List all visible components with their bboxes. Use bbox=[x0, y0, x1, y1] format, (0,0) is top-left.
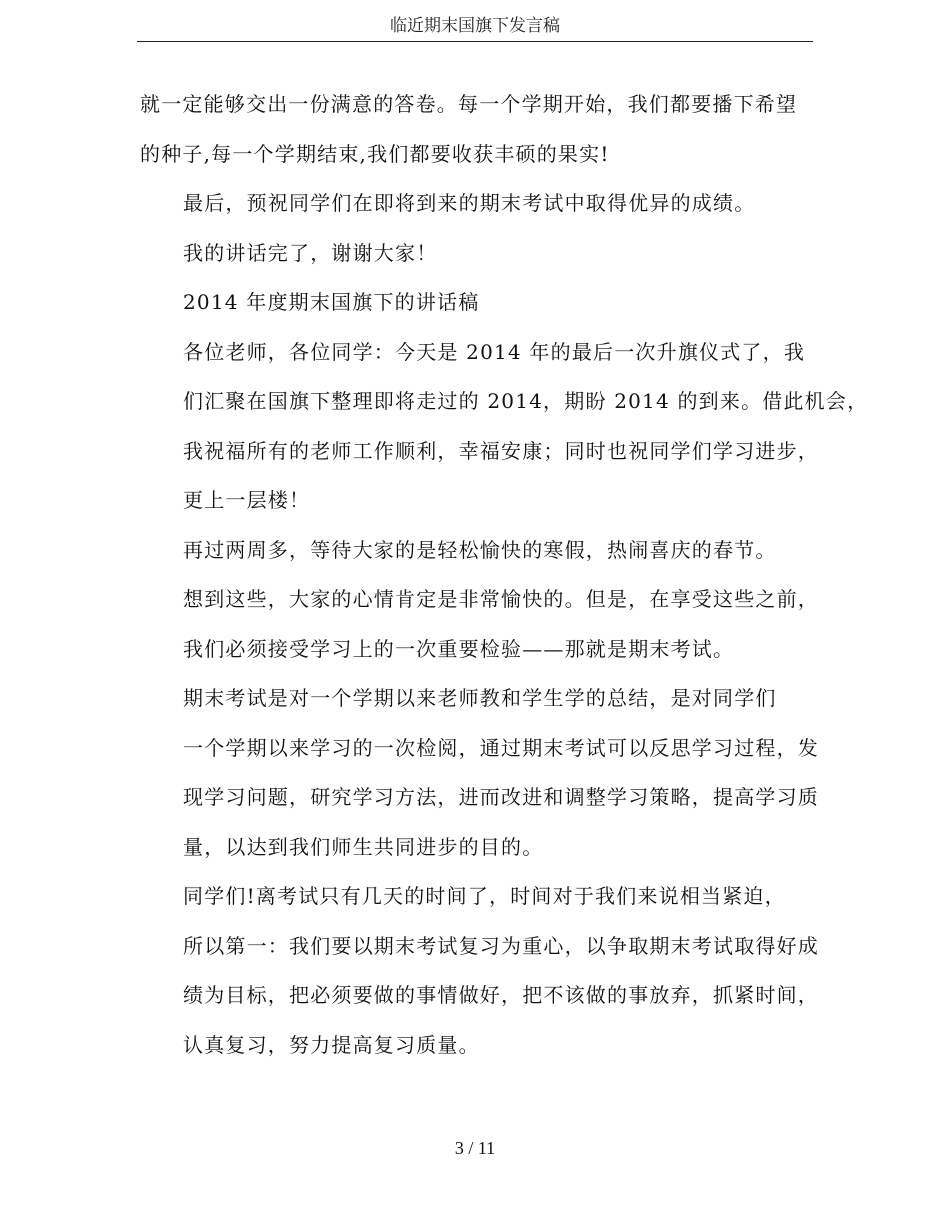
text-line: 量，以达到我们师生共同进步的目的。 bbox=[183, 834, 544, 859]
text-line: 们汇聚在国旗下整理即将走过的 2014，期盼 2014 的到来。借此机会， bbox=[183, 389, 869, 413]
document-body bbox=[140, 80, 869, 1070]
text-line: 更上一层楼！ bbox=[183, 488, 311, 512]
text-line: 最后，预祝同学们在即将到来的期末考试中取得优异的成绩。 bbox=[183, 191, 756, 215]
section-heading bbox=[140, 278, 815, 328]
text-line: 期末考试是对一个学期以来老师教和学生学的总结，是对同学们 bbox=[183, 686, 777, 710]
paragraph bbox=[140, 674, 819, 872]
text-line: 一个学期以来学习的一次检阅，通过期末考试可以反思学习过程，发 bbox=[183, 735, 819, 760]
text-line: 我们必须接受学习上的一次重要检验——那就是期末考试。 bbox=[183, 636, 735, 661]
text-line: 我祝福所有的老师工作顺利，幸福安康；同时也祝同学们学习进步， bbox=[183, 438, 819, 463]
text-line: 绩为目标，把必须要做的事情做好，把不该做的事放弃，抓紧时间， bbox=[183, 983, 819, 1007]
paragraph bbox=[140, 526, 819, 675]
paragraph bbox=[140, 229, 815, 279]
text-line: 想到这些，大家的心情肯定是非常愉快的。但是，在享受这些之前， bbox=[183, 587, 819, 611]
page-number: 3 / 11 bbox=[454, 1138, 496, 1158]
paragraph bbox=[140, 872, 819, 1070]
paragraph bbox=[140, 179, 815, 229]
text-line: 的种子,每一个学期结束,我们都要收获丰硕的果实! bbox=[140, 141, 610, 166]
page-header bbox=[137, 14, 813, 42]
paragraph bbox=[140, 80, 815, 179]
page-footer bbox=[0, 1136, 950, 1160]
text-line: 2014 年度期末国旗下的讲话稿 bbox=[183, 290, 480, 314]
text-line: 认真复习，努力提高复习质量。 bbox=[183, 1032, 480, 1057]
text-line: 所以第一：我们要以期末考试复习为重心，以争取期末考试取得好成 bbox=[183, 933, 819, 958]
text-line: 各位老师，各位同学：今天是 2014 年的最后一次升旗仪式了，我 bbox=[183, 339, 806, 364]
text-line: 我的讲话完了，谢谢大家！ bbox=[183, 240, 438, 265]
text-line: 现学习问题，研究学习方法，进而改进和调整学习策略，提高学习质 bbox=[183, 785, 819, 809]
text-line: 再过两周多，等待大家的是轻松愉快的寒假，热闹喜庆的春节。 bbox=[183, 537, 777, 562]
header-title: 临近期末国旗下发言稿 bbox=[390, 16, 560, 36]
text-line: 就一定能够交出一份满意的答卷。每一个学期开始，我们都要播下希望 bbox=[140, 92, 798, 116]
paragraph bbox=[140, 328, 869, 526]
text-line: 同学们!离考试只有几天的时间了，时间对于我们来说相当紧迫， bbox=[183, 884, 786, 908]
